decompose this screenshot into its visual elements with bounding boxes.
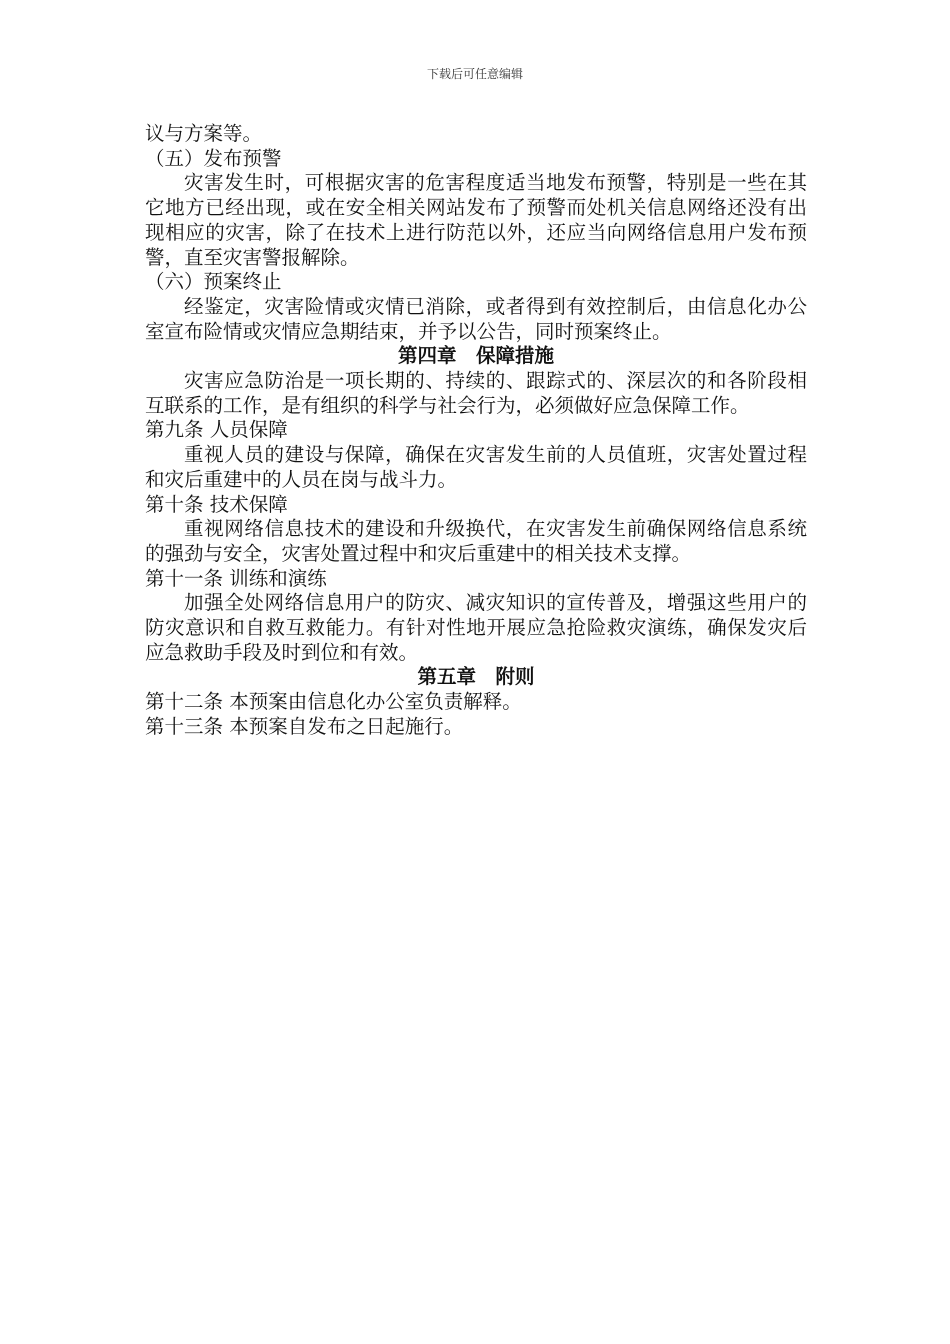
paragraph-warning: 灾害发生时，可根据灾害的危害程度适当地发布预警，特别是一些在其它地方已经出现，或在安全相关网站发布了预警而处机关信息网络还没有出现相应的灾害，除了在技术上进行防范以外，还应当向网络信息用户发布预警，直至灾害警报解除。 [145,171,807,269]
chapter-heading-4: 第四章 保障措施 [397,344,554,368]
subheading-issue-warning: （五）发布预警 [145,146,282,170]
paragraph-continuation: 议与方案等。 [145,122,263,145]
paragraph-article-10: 重视网络信息技术的建设和升级换代，在灾害发生前确保网络信息系统的强劲与安全，灾害处置过程中和灾后重建中的相关技术支撑。 [145,517,807,565]
article-heading-9: 第九条 人员保障 [145,418,288,442]
paragraph-article-9: 重视人员的建设与保障，确保在灾害发生前的人员值班，灾害处置过程和灾后重建中的人员在岗与战斗力。 [145,443,807,491]
subheading-plan-termination: （六）预案终止 [145,270,282,294]
article-heading-11: 第十一条 训练和演练 [145,566,327,590]
paragraph-chapter-4-intro: 灾害应急防治是一项长期的、持续的、跟踪式的、深层次的和各阶段相互联系的工作，是有组织的科学与社会行为，必须做好应急保障工作。 [145,369,807,417]
paragraph-article-11: 加强全处网络信息用户的防灾、减灾知识的宣传普及，增强这些用户的防灾意识和自救互救能力。有针对性地开展应急抢险救灾演练，确保发灾后应急救助手段及时到位和有效。 [145,591,807,664]
page-header: 下载后可任意编辑 [426,67,523,81]
article-heading-10: 第十条 技术保障 [145,492,288,516]
chapter-heading-5: 第五章 附则 [417,665,535,689]
paragraph-termination: 经鉴定，灾害险情或灾情已消除，或者得到有效控制后，由信息化办公室宣布险情或灾情应急期结束，并予以公告，同时预案终止。 [145,294,807,343]
article-13: 第十三条 本预案自发布之日起施行。 [145,714,464,738]
document-body [145,122,807,740]
article-12: 第十二条 本预案由信息化办公室负责解释。 [145,690,522,714]
